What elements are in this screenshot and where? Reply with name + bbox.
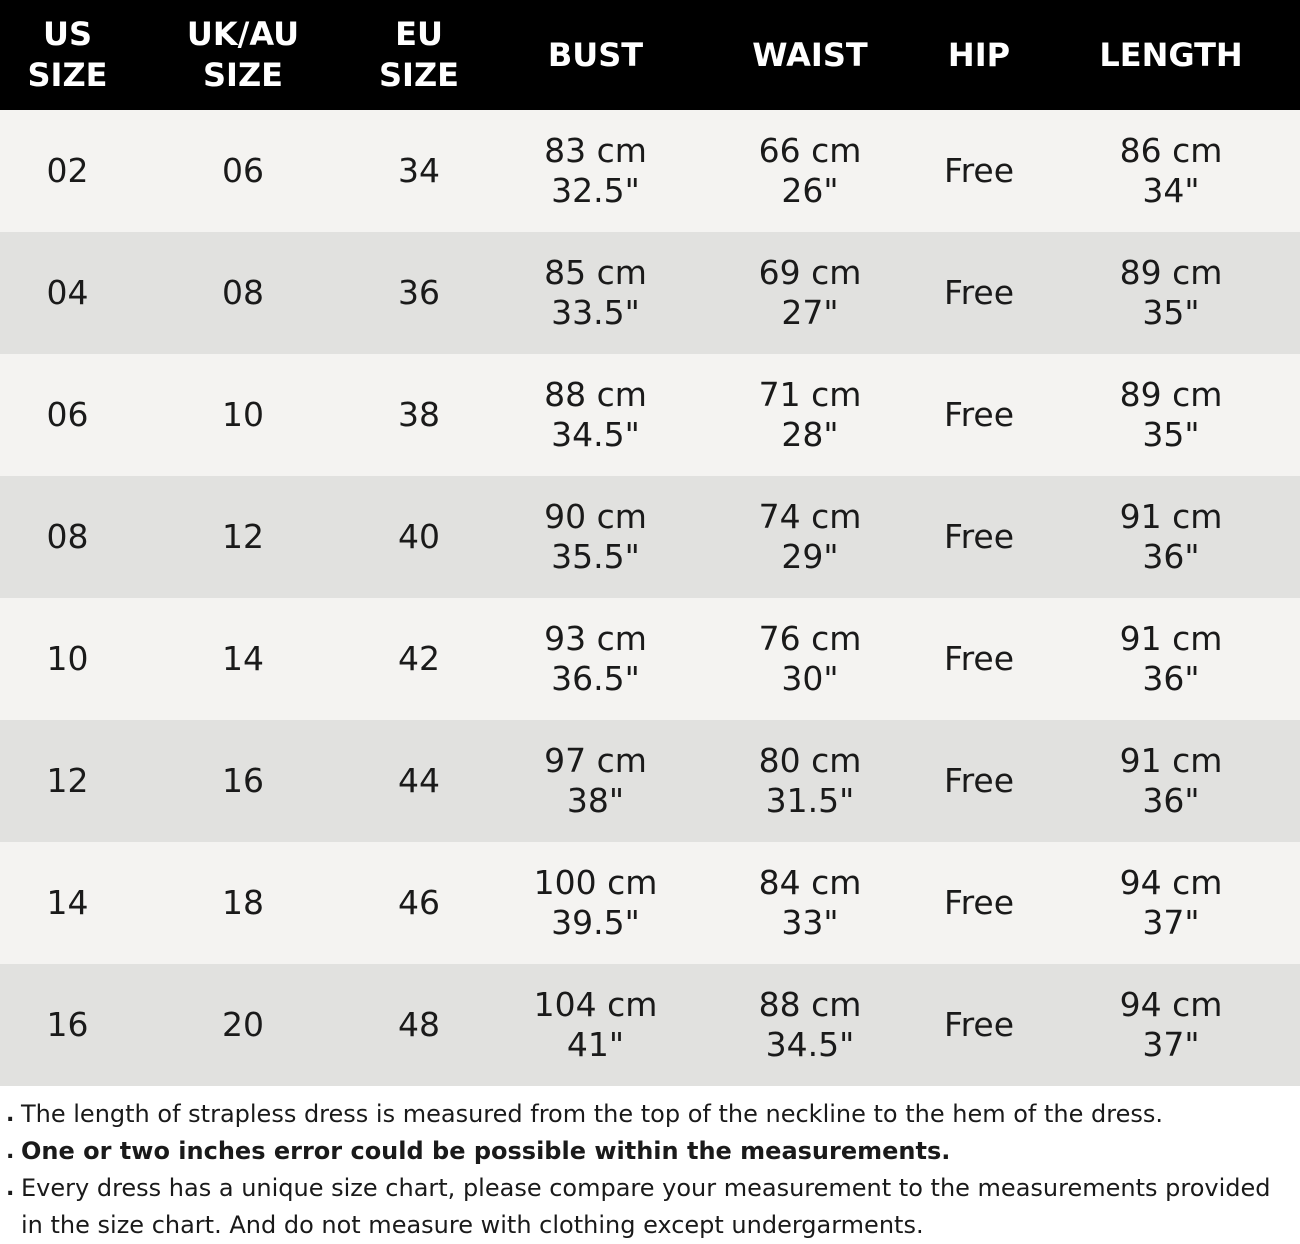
- cell-value: 35": [1142, 415, 1200, 454]
- table-body: [0, 110, 1300, 1086]
- hip-cell: [916, 598, 1042, 720]
- note-text: One or two inches error could be possible within the measurements.: [21, 1137, 951, 1165]
- header-label: UK/AU: [186, 15, 300, 53]
- header-us-size: [0, 0, 135, 110]
- us-size-cell: [0, 598, 135, 720]
- waist-cell: [704, 110, 916, 232]
- uk-au-size-cell: [135, 964, 351, 1086]
- length-cell: [1042, 354, 1300, 476]
- cell-value: 41": [566, 1025, 625, 1064]
- cell-value: 76 cm: [758, 619, 862, 658]
- cell-value: 16: [222, 761, 264, 800]
- waist-cell: [704, 232, 916, 354]
- table-row: [0, 720, 1300, 842]
- cell-value: 83 cm: [544, 131, 647, 170]
- hip-cell: [916, 720, 1042, 842]
- eu-size-cell: [351, 964, 487, 1086]
- bullet-icon: .: [6, 1139, 15, 1164]
- cell-value: 40: [398, 517, 440, 556]
- notes-section: [0, 1086, 1300, 1244]
- hip-cell: [916, 232, 1042, 354]
- cell-value: 71 cm: [758, 375, 862, 414]
- note-item: [6, 1096, 1300, 1133]
- cell-value: Free: [943, 273, 1015, 312]
- cell-value: 36: [398, 273, 440, 312]
- bust-cell: [487, 476, 704, 598]
- length-cell: [1042, 476, 1300, 598]
- cell-value: 34": [1142, 171, 1200, 210]
- cell-value: 94 cm: [1119, 985, 1223, 1024]
- bust-cell: [487, 842, 704, 964]
- cell-value: 85 cm: [544, 253, 647, 292]
- table-row: [0, 232, 1300, 354]
- waist-cell: [704, 476, 916, 598]
- cell-value: 10: [222, 395, 264, 434]
- table-row: [0, 110, 1300, 232]
- header-label: US: [42, 15, 93, 53]
- cell-value: 33.5": [551, 293, 640, 332]
- cell-value: 39.5": [551, 903, 640, 942]
- cell-value: Free: [943, 883, 1015, 922]
- eu-size-cell: [351, 720, 487, 842]
- cell-value: 88 cm: [758, 985, 862, 1024]
- cell-value: Free: [943, 761, 1015, 800]
- cell-value: 48: [398, 1005, 440, 1044]
- cell-value: 88 cm: [544, 375, 647, 414]
- us-size-cell: [0, 354, 135, 476]
- cell-value: 89 cm: [1119, 375, 1223, 414]
- waist-cell: [704, 354, 916, 476]
- cell-value: 12: [222, 517, 264, 556]
- note-text: The length of strapless dress is measured from the top of the neckline to the hem of the dress.: [21, 1100, 1163, 1128]
- cell-value: 46: [398, 883, 440, 922]
- bullet-icon: .: [6, 1102, 15, 1127]
- cell-value: 44: [398, 761, 440, 800]
- cell-value: 34: [398, 151, 440, 190]
- cell-value: 38": [566, 781, 625, 820]
- note-item: [6, 1133, 1300, 1170]
- cell-value: 08: [222, 273, 264, 312]
- waist-cell: [704, 720, 916, 842]
- cell-value: 104 cm: [533, 985, 658, 1024]
- header-label: SIZE: [27, 56, 108, 94]
- cell-value: 74 cm: [758, 497, 862, 536]
- uk-au-size-cell: [135, 842, 351, 964]
- bust-cell: [487, 598, 704, 720]
- table-row: [0, 354, 1300, 476]
- cell-value: 27": [781, 293, 839, 332]
- cell-value: 10: [46, 639, 89, 678]
- hip-cell: [916, 110, 1042, 232]
- length-cell: [1042, 720, 1300, 842]
- bullet-icon: .: [6, 1176, 15, 1201]
- cell-value: 36": [1142, 659, 1200, 698]
- cell-value: 14: [46, 883, 89, 922]
- cell-value: 06: [222, 151, 264, 190]
- waist-cell: [704, 842, 916, 964]
- cell-value: 08: [46, 517, 89, 556]
- table-row: [0, 476, 1300, 598]
- us-size-cell: [0, 720, 135, 842]
- cell-value: 37": [1142, 903, 1200, 942]
- uk-au-size-cell: [135, 354, 351, 476]
- bust-cell: [487, 964, 704, 1086]
- length-cell: [1042, 232, 1300, 354]
- header-eu-size: [351, 0, 487, 110]
- us-size-cell: [0, 964, 135, 1086]
- eu-size-cell: [351, 842, 487, 964]
- hip-cell: [916, 964, 1042, 1086]
- cell-value: 16: [46, 1005, 89, 1044]
- header-label: SIZE: [378, 56, 459, 94]
- eu-size-cell: [351, 476, 487, 598]
- cell-value: Free: [943, 1005, 1015, 1044]
- eu-size-cell: [351, 354, 487, 476]
- cell-value: 69 cm: [758, 253, 862, 292]
- header-waist: [704, 0, 916, 110]
- cell-value: 26": [781, 171, 839, 210]
- us-size-cell: [0, 476, 135, 598]
- cell-value: 94 cm: [1119, 863, 1223, 902]
- cell-value: 34.5": [551, 415, 640, 454]
- header-hip: [916, 0, 1042, 110]
- waist-cell: [704, 964, 916, 1086]
- hip-cell: [916, 354, 1042, 476]
- cell-value: 100 cm: [533, 863, 658, 902]
- cell-value: 36": [1142, 781, 1200, 820]
- cell-value: 28": [781, 415, 839, 454]
- cell-value: 42: [398, 639, 440, 678]
- cell-value: 93 cm: [544, 619, 647, 658]
- cell-value: 84 cm: [758, 863, 862, 902]
- uk-au-size-cell: [135, 476, 351, 598]
- note-item: [6, 1170, 1300, 1244]
- length-cell: [1042, 842, 1300, 964]
- table-row: [0, 842, 1300, 964]
- cell-value: 02: [46, 151, 89, 190]
- table-row: [0, 598, 1300, 720]
- cell-value: 91 cm: [1119, 741, 1223, 780]
- cell-value: 38: [398, 395, 440, 434]
- cell-value: 31.5": [765, 781, 855, 820]
- cell-value: Free: [943, 517, 1015, 556]
- cell-value: 33": [781, 903, 839, 942]
- cell-value: 32.5": [551, 171, 640, 210]
- us-size-cell: [0, 232, 135, 354]
- us-size-cell: [0, 842, 135, 964]
- header-length: [1042, 0, 1300, 110]
- cell-value: 36.5": [551, 659, 640, 698]
- cell-value: 97 cm: [544, 741, 647, 780]
- bust-cell: [487, 354, 704, 476]
- cell-value: 37": [1142, 1025, 1200, 1064]
- table-row: [0, 964, 1300, 1086]
- uk-au-size-cell: [135, 598, 351, 720]
- uk-au-size-cell: [135, 110, 351, 232]
- cell-value: Free: [943, 639, 1015, 678]
- header-bust: [487, 0, 704, 110]
- cell-value: 91 cm: [1119, 619, 1223, 658]
- hip-cell: [916, 476, 1042, 598]
- cell-value: 06: [46, 395, 89, 434]
- eu-size-cell: [351, 110, 487, 232]
- cell-value: 34.5": [765, 1025, 855, 1064]
- cell-value: 36": [1142, 537, 1200, 576]
- cell-value: 66 cm: [758, 131, 862, 170]
- header-label: HIP: [947, 35, 1011, 74]
- cell-value: 20: [222, 1005, 264, 1044]
- header-label: EU: [395, 15, 443, 53]
- cell-value: 35.5": [551, 537, 640, 576]
- cell-value: 30": [781, 659, 839, 698]
- note-text: Every dress has a unique size chart, please compare your measurement to the measurements provided in the size chart. And do not measure with clothing except undergarments.: [21, 1174, 1271, 1239]
- cell-value: 80 cm: [758, 741, 862, 780]
- cell-value: 86 cm: [1119, 131, 1223, 170]
- cell-value: 89 cm: [1119, 253, 1223, 292]
- bust-cell: [487, 232, 704, 354]
- cell-value: Free: [943, 151, 1015, 190]
- header-label: SIZE: [202, 56, 283, 94]
- cell-value: 35": [1142, 293, 1200, 332]
- length-cell: [1042, 964, 1300, 1086]
- cell-value: 18: [222, 883, 264, 922]
- length-cell: [1042, 598, 1300, 720]
- cell-value: 14: [222, 639, 264, 678]
- bust-cell: [487, 110, 704, 232]
- cell-value: 29": [781, 537, 839, 576]
- cell-value: 04: [46, 273, 89, 312]
- header-label: LENGTH: [1099, 35, 1243, 74]
- cell-value: Free: [943, 395, 1015, 434]
- uk-au-size-cell: [135, 232, 351, 354]
- cell-value: 91 cm: [1119, 497, 1223, 536]
- hip-cell: [916, 842, 1042, 964]
- eu-size-cell: [351, 232, 487, 354]
- length-cell: [1042, 110, 1300, 232]
- header-uk-au-size: [135, 0, 351, 110]
- us-size-cell: [0, 110, 135, 232]
- table-header: [0, 0, 1300, 110]
- header-label: BUST: [547, 35, 644, 74]
- cell-value: 90 cm: [544, 497, 647, 536]
- header-label: WAIST: [752, 35, 868, 74]
- bust-cell: [487, 720, 704, 842]
- waist-cell: [704, 598, 916, 720]
- uk-au-size-cell: [135, 720, 351, 842]
- eu-size-cell: [351, 598, 487, 720]
- cell-value: 12: [46, 761, 89, 800]
